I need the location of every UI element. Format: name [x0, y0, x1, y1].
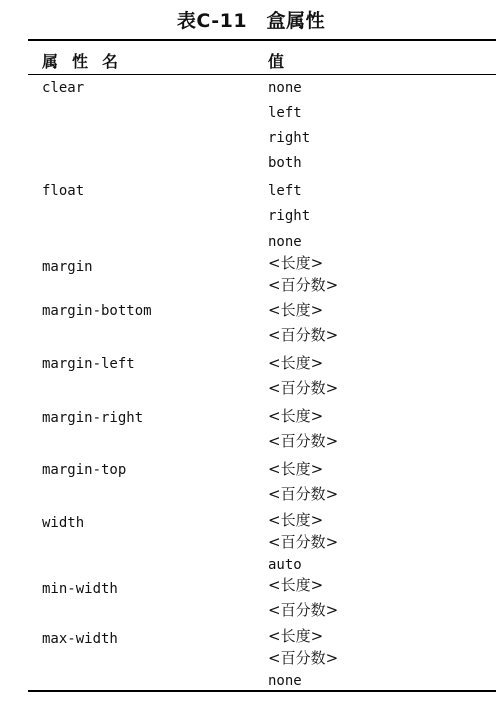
property-name: clear: [42, 80, 85, 96]
column-header-name: 属性名: [42, 52, 133, 71]
property-value: <长度>: [268, 627, 324, 645]
property-value: <百分数>: [268, 533, 339, 551]
property-value: <百分数>: [268, 379, 339, 397]
property-value: none: [268, 673, 302, 689]
property-value: <百分数>: [268, 649, 339, 667]
header-divider-rule: [28, 74, 496, 75]
property-value: left: [268, 105, 302, 121]
property-name: margin-bottom: [42, 303, 152, 319]
property-value: both: [268, 155, 302, 171]
column-header-value: 值: [268, 52, 285, 71]
table-top-rule: [28, 39, 496, 41]
property-value: <百分数>: [268, 326, 339, 344]
property-name: max-width: [42, 631, 118, 647]
property-value: none: [268, 234, 302, 250]
property-value: <长度>: [268, 511, 324, 529]
property-value: <长度>: [268, 301, 324, 319]
table-bottom-rule: [28, 690, 496, 692]
property-value: right: [268, 130, 311, 146]
property-value: <百分数>: [268, 432, 339, 450]
property-value: none: [268, 80, 302, 96]
property-name: float: [42, 183, 85, 199]
property-value: <长度>: [268, 576, 324, 594]
table-caption: 表C-11 盒属性: [176, 10, 326, 32]
property-name: margin-right: [42, 410, 144, 426]
property-value: <百分数>: [268, 485, 339, 503]
property-value: <长度>: [268, 407, 324, 425]
property-value: <长度>: [268, 354, 324, 372]
property-name: margin: [42, 259, 93, 275]
property-value: <长度>: [268, 254, 324, 272]
property-name: width: [42, 515, 85, 531]
property-value: auto: [268, 557, 302, 573]
property-value: left: [268, 183, 302, 199]
property-value: <百分数>: [268, 276, 339, 294]
property-name: min-width: [42, 581, 118, 597]
property-value: <长度>: [268, 460, 324, 478]
property-name: margin-top: [42, 462, 127, 478]
property-value: <百分数>: [268, 601, 339, 619]
property-name: margin-left: [42, 356, 135, 372]
property-value: right: [268, 208, 311, 224]
